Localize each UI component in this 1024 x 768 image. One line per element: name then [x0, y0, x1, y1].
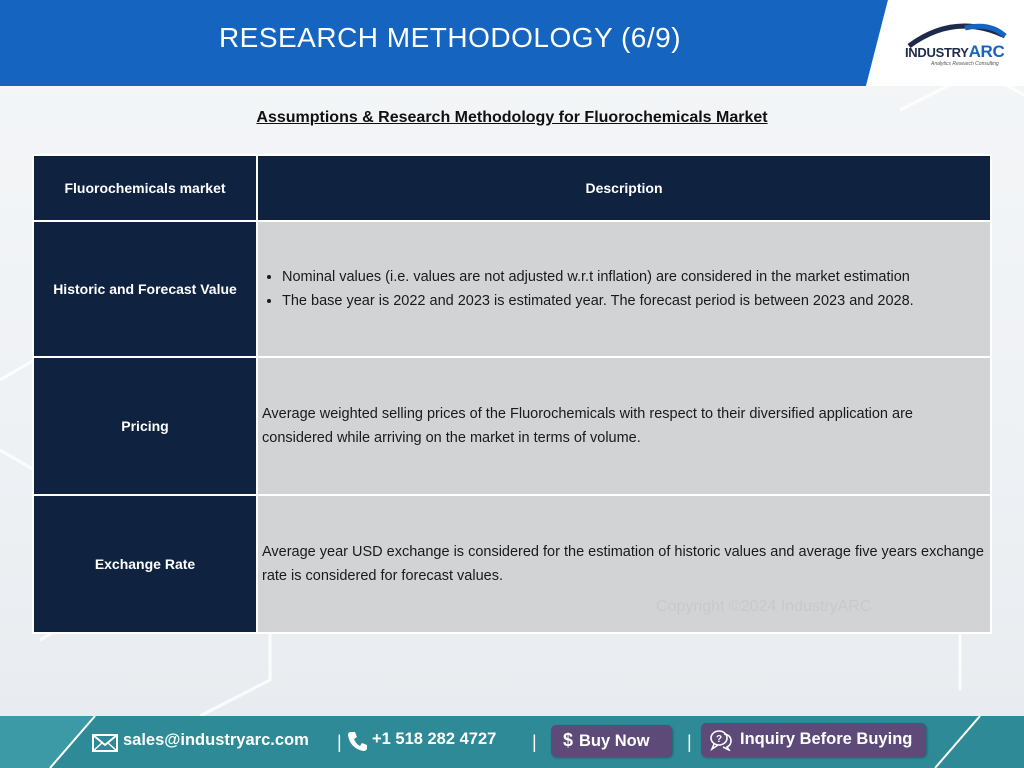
- row-label: Exchange Rate: [33, 495, 257, 633]
- table-row: [33, 221, 991, 357]
- row-description: [257, 221, 991, 357]
- svg-text:?: ?: [716, 734, 723, 745]
- phone-link[interactable]: +1 518 282 4727: [372, 730, 497, 748]
- dollar-icon: $: [563, 730, 574, 750]
- methodology-table: [32, 154, 992, 634]
- logo-tagline: Analytics Research Consulting: [931, 61, 999, 67]
- footer-separator: |: [337, 732, 342, 752]
- email-link[interactable]: sales@industryarc.com: [123, 731, 309, 749]
- table-header-market: Fluorochemicals market: [33, 155, 257, 221]
- industryarc-logo: [905, 18, 1015, 68]
- row-description: Average weighted selling prices of the Fluorochemicals with respect to their diversified application are considered while arriving on the market in terms of volume.: [257, 357, 991, 495]
- row-label: Historic and Forecast Value: [33, 221, 257, 357]
- copyright-watermark: Copyright ©2024 IndustryARC: [656, 598, 872, 615]
- bullet-item: • The base year is 2022 and 2023 is estimated year. The forecast period is between 2023 and 2028.: [282, 289, 986, 313]
- slide-subtitle: Assumptions & Research Methodology for Fluorochemicals Market: [256, 109, 768, 126]
- page-title: RESEARCH METHODOLOGY (6/9): [218, 22, 682, 53]
- table-row: [33, 357, 991, 495]
- buy-now-button[interactable]: [551, 725, 672, 757]
- mail-icon: [92, 734, 118, 752]
- footer-separator: |: [532, 732, 537, 752]
- phone-icon: [346, 730, 368, 752]
- footer-separator: |: [687, 732, 692, 752]
- table-header-description: Description: [257, 155, 991, 221]
- chat-bubbles-icon: [709, 729, 733, 751]
- header-bar: [0, 0, 1024, 86]
- logo-text: INDUSTRYARC: [905, 42, 1005, 61]
- bullet-item: • Nominal values (i.e. values are not adjusted w.r.t inflation) are considered in the market estimation: [282, 265, 986, 289]
- table-header-row: [33, 155, 991, 221]
- row-description: Average year USD exchange is considered for the estimation of historic values and average five years exchange rate is considered for forecast values.: [257, 495, 991, 633]
- buy-now-label: Buy Now: [579, 732, 650, 750]
- inquiry-before-buying-button[interactable]: [701, 723, 926, 757]
- row-label: Pricing: [33, 357, 257, 495]
- inquiry-label: Inquiry Before Buying: [740, 730, 913, 748]
